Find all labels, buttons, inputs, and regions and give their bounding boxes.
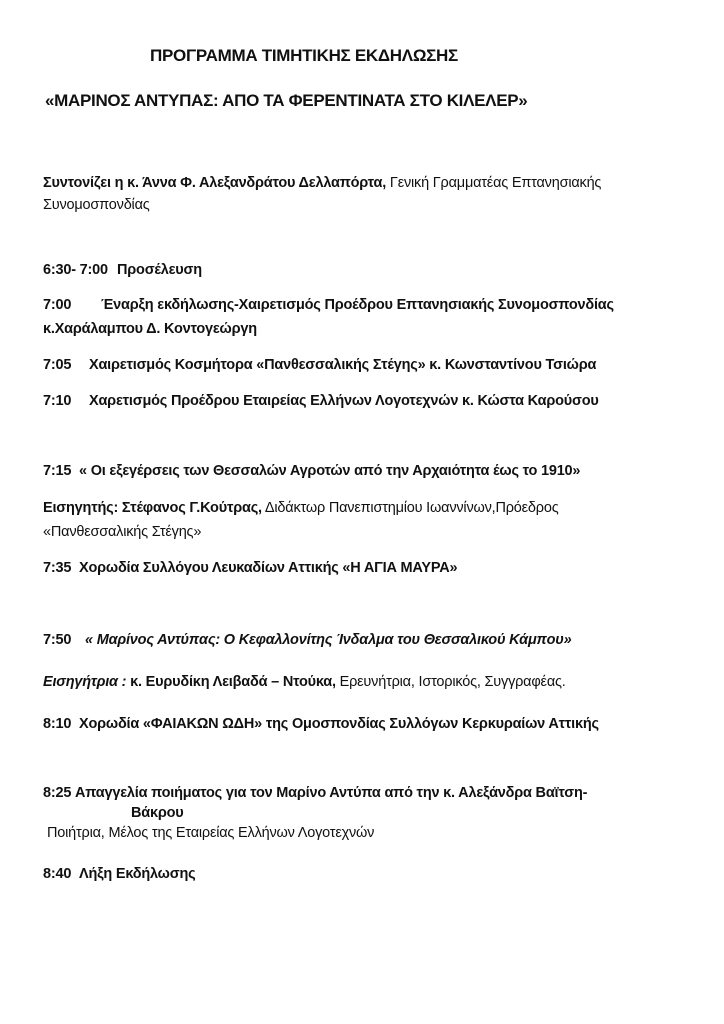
schedule-item [43, 716, 599, 732]
schedule-text: Χαρετισμός Προέδρου Εταιρείας Ελλήνων Λογοτεχνών κ. Κώστα Καρούσου [89, 393, 599, 409]
coordinator-name: Συντονίζει η κ. Άννα Φ. Αλεξανδράτου Δελλαπόρτα, [43, 175, 387, 191]
schedule-text: Απαγγελία ποιήματος για τον Μαρίνο Αντύπα από την κ. Αλεξάνδρα Βαϊτση- [75, 785, 588, 801]
schedule-time: 7:05 [43, 357, 72, 373]
speaker-name: κ. Ευρυδίκη Λειβαδά – Ντούκα, [126, 674, 336, 690]
schedule-text: Χορωδία «ΦΑΙΑΚΩΝ ΩΔΗ» της Ομοσπονδίας Συλλόγων Κερκυραίων Αττικής [79, 716, 599, 732]
schedule-item [43, 297, 614, 313]
schedule-item [43, 632, 572, 648]
schedule-time: 6:30- 7:00 [43, 262, 108, 278]
schedule-time: 7:10 [43, 393, 72, 409]
schedule-time: 7:15 [43, 463, 72, 479]
schedule-time: 7:35 [43, 560, 72, 576]
schedule-item [43, 357, 596, 373]
schedule-time: 8:40 [43, 866, 72, 882]
coordinator-role-cont: Συνομοσπονδίας [43, 197, 150, 213]
schedule-text: Χαιρετισμός Κοσμήτορα «Πανθεσσαλικής Στέγης» κ. Κωνσταντίνου Τσιώρα [89, 357, 597, 373]
speaker-role: Ερευνήτρια, Ιστορικός, Συγγραφέας. [335, 674, 566, 690]
schedule-text: « Μαρίνος Αντύπας: Ο Κεφαλλονίτης Ίνδαλμα του Θεσσαλικού Κάμπου» [85, 632, 572, 648]
schedule-text: Λήξη Εκδήλωσης [79, 866, 196, 882]
schedule-item [43, 785, 587, 801]
schedule-time: 7:50 [43, 632, 72, 648]
speaker-label: Εισηγήτρια : [43, 674, 127, 690]
speaker-line [43, 500, 559, 516]
schedule-item [43, 262, 202, 278]
schedule-text-cont: Βάκρου [131, 805, 184, 821]
speaker-name: Εισηγητής: Στέφανος Γ.Κούτρας, [43, 500, 262, 516]
speaker-role-cont: «Πανθεσσαλικής Στέγης» [43, 524, 202, 540]
speaker-line [43, 674, 566, 690]
schedule-text-cont: κ.Χαράλαμπου Δ. Κοντογεώργη [43, 321, 257, 337]
schedule-text: Χορωδία Συλλόγου Λευκαδίων Αττικής «Η ΑΓΙΑ ΜΑΥΡΑ» [79, 560, 458, 576]
coordinator-line [43, 175, 601, 191]
schedule-text: Προσέλευση [117, 262, 202, 278]
schedule-item [43, 866, 195, 882]
schedule-text: Έναρξη εκδήλωσης-Χαιρετισμός Προέδρου Επτανησιακής Συνομοσπονδίας [101, 297, 614, 313]
performer-role: Ποιήτρια, Μέλος της Εταιρείας Ελλήνων Λογοτεχνών [47, 825, 375, 841]
schedule-time: 7:00 [43, 297, 72, 313]
schedule-item [43, 560, 457, 576]
coordinator-role: Γενική Γραμματέας Επτανησιακής [386, 175, 602, 191]
schedule-item [43, 393, 599, 409]
schedule-time: 8:10 [43, 716, 72, 732]
schedule-time: 8:25 [43, 785, 72, 801]
page-title: ΠΡΟΓΡΑΜΜΑ ΤΙΜΗΤΙΚΗΣ ΕΚΔΗΛΩΣΗΣ [150, 46, 458, 65]
schedule-item [43, 463, 580, 479]
schedule-text: « Οι εξεγέρσεις των Θεσσαλών Αγροτών από την Αρχαιότητα έως το 1910» [79, 463, 581, 479]
event-subtitle: «ΜΑΡΙΝΟΣ ΑΝΤΥΠΑΣ: ΑΠΟ ΤΑ ΦΕΡΕΝΤΙΝΑΤΑ ΣΤΟ ΚΙΛΕΛΕΡ» [45, 91, 528, 110]
speaker-role: Διδάκτωρ Πανεπιστημίου Ιωαννίνων,Πρόεδρος [261, 500, 559, 516]
